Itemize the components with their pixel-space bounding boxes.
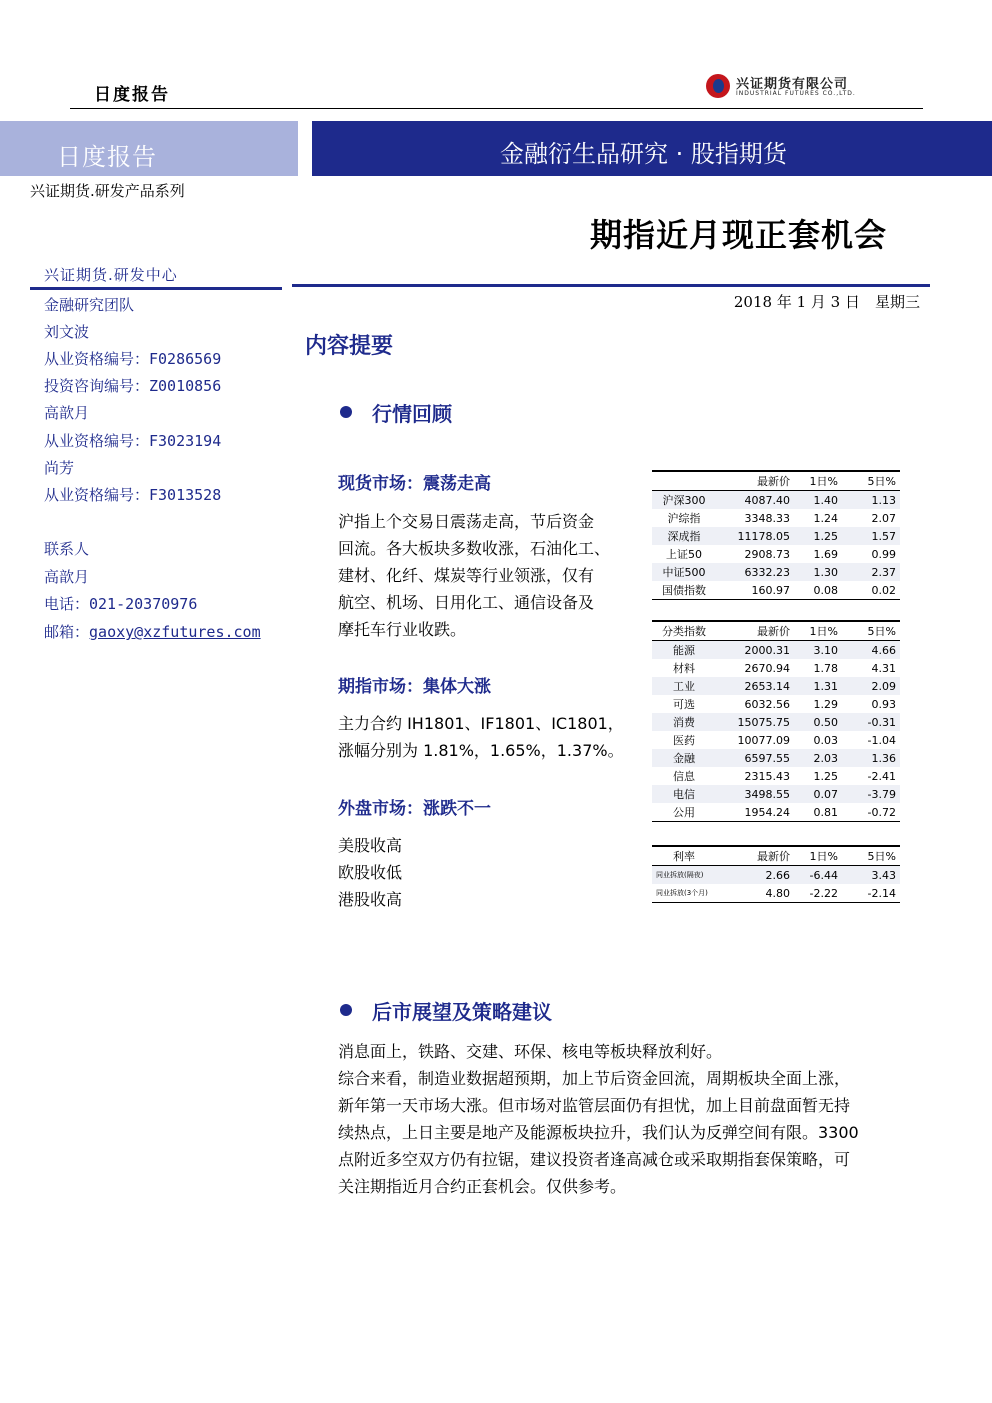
table-row [652,563,900,581]
table-header-row [652,846,900,866]
column-header: 1日% [809,475,838,488]
table-cell: 1.25 [813,769,838,783]
table-row [652,713,900,731]
table-cell: 2.03 [813,751,838,765]
table-cell: 0.07 [813,787,838,801]
summary-title: 内容提要 [305,334,394,359]
column-header: 最新价 [757,850,790,863]
table-cell: 金融 [673,752,695,765]
text-line: 点附近多空双方仍有拉锯，建议投资者逢高减仓或采取期指套保策略，可 [338,1150,851,1169]
sidebar-rule [30,287,282,290]
table-cell: 0.08 [813,583,838,597]
table-cell: 11178.05 [737,529,790,543]
text-line: 续热点，上日主要是地产及能源板块拉升，我们认为反弹空间有限。3300 [338,1123,859,1142]
column-header: 1日% [809,625,838,638]
text-line: 综合来看，制造业数据超预期，加上节后资金回流，周期板块全面上涨， [338,1069,851,1088]
page-title: 期指近月现正套机会 [590,216,888,254]
table-cell: 1.57 [871,529,896,543]
table-cell: 1.24 [813,511,838,525]
header-rule [70,108,923,109]
sector-table [652,620,900,822]
table-cell: 3498.55 [744,787,790,801]
table-cell: 上证50 [666,548,702,561]
team-name: 金融研究团队 [44,296,135,314]
table-cell: -6.44 [809,868,838,882]
table-cell: 1.69 [813,547,838,561]
table-cell: 中证500 [662,566,706,579]
text-line: 关注期指近月合约正套机会。仅供参考。 [338,1177,627,1196]
table-cell: 0.02 [871,583,896,597]
table-cell: -2.22 [809,886,838,900]
table-cell: 1.40 [813,493,838,507]
license-number: 从业资格编号：F0286569 [44,350,222,368]
table-row [652,866,900,885]
table-row [652,731,900,749]
table-row [652,767,900,785]
table-row [652,803,900,822]
report-type-label: 日度报告 [94,85,170,105]
table-row [652,581,900,600]
contact-label: 联系人 [44,540,90,558]
table-cell: 沪深300 [662,494,706,507]
spot-market-heading: 现货市场：震荡走高 [338,474,491,494]
banner-right-text: 金融衍生品研究 · 股指期货 [500,140,787,168]
table-cell: 2.66 [765,868,790,882]
table-row [652,527,900,545]
table-row [652,884,900,903]
text-line: 回流。各大板块多数收涨，石油化工、 [338,539,611,558]
table-cell: 6032.56 [744,697,790,711]
table-cell: 1.29 [813,697,838,711]
text-line: 涨幅分别为 1.81%，1.65%，1.37%。 [338,741,624,760]
table-cell: 医药 [673,734,695,747]
table-cell: 1.31 [813,679,838,693]
table-cell: 信息 [673,770,695,783]
company-logo [706,72,896,104]
table-cell: -2.14 [867,886,896,900]
table-cell: 0.81 [813,805,838,819]
table-cell: 0.50 [813,715,838,729]
report-date: 2018 年 1 月 3 日 星期三 [733,293,920,311]
table-cell: 1.36 [871,751,896,765]
logo-icon [706,74,730,98]
table-cell: 4.80 [765,886,790,900]
table-cell: 6332.23 [744,565,790,579]
logo-cn-text: 兴证期货有限公司 [736,77,849,92]
bullet-icon [340,1004,352,1016]
overseas-market-text [338,832,402,913]
table-cell: 1.78 [813,661,838,675]
table-cell: 沪综指 [667,512,701,525]
table-cell: 4087.40 [744,493,790,507]
analyst-name: 尚芳 [44,459,75,477]
table-cell: -0.31 [867,715,896,729]
sidebar-heading: 兴证期货.研发中心 [44,266,178,284]
table-cell: 同业拆放(3个月) [656,889,708,897]
table-cell: 工业 [673,680,695,693]
table-cell: -3.79 [867,787,896,801]
table-cell: 6597.55 [744,751,790,765]
table-row [652,491,900,510]
column-header: 5日% [867,475,896,488]
table-row [652,659,900,677]
table-cell: 同业拆放(隔夜) [656,871,704,879]
text-line: 主力合约 IH1801、IF1801、IC1801， [338,714,624,733]
table-cell: 1.13 [871,493,896,507]
text-line: 美股收高 [338,836,403,855]
table-cell: 国债指数 [662,584,706,597]
table-cell: 2670.94 [744,661,790,675]
table-row [652,695,900,713]
table-cell: -1.04 [867,733,896,747]
column-header: 5日% [867,850,896,863]
table-cell: 深成指 [667,530,701,543]
futures-market-heading: 期指市场：集体大涨 [338,677,491,697]
futures-market-text [338,710,624,764]
table-header-row [652,471,900,491]
table-cell: -0.72 [867,805,896,819]
column-header [652,471,716,491]
table-cell: 4.31 [871,661,896,675]
table-cell: 2000.31 [744,643,790,657]
text-line: 摩托车行业收跌。 [338,620,467,639]
table-row [652,749,900,767]
table-cell: 可选 [673,698,695,711]
table-cell: 10077.09 [737,733,790,747]
contact-name: 高歆月 [44,568,90,586]
table-cell: -2.41 [867,769,896,783]
text-line: 新年第一天市场大涨。但市场对监管层面仍有担忧，加上目前盘面暂无持 [338,1096,851,1115]
table-cell: 0.99 [871,547,896,561]
text-line: 港股收高 [338,890,403,909]
table-cell: 3348.33 [744,511,790,525]
section-heading-text: 行情回顾 [372,402,452,426]
table-cell: 3.10 [813,643,838,657]
contact-phone: 电话：021-20370976 [44,595,198,613]
logo-en-text: INDUSTRIAL FUTURES CO.,LTD. [736,90,856,97]
content-rule [292,284,930,287]
license-number: 从业资格编号：F3023194 [44,432,222,450]
table-row [652,785,900,803]
outlook-text [338,1038,923,1200]
banner-left-text: 日度报告 [57,143,157,171]
table-header-row [652,621,900,641]
table-cell: 2.09 [871,679,896,693]
overseas-market-heading: 外盘市场：涨跌不一 [338,799,491,819]
column-header: 最新价 [757,475,790,488]
column-header: 1日% [809,850,838,863]
table-cell: 2653.14 [744,679,790,693]
section-heading-review [340,398,452,427]
table-cell: 2.37 [871,565,896,579]
table-cell: 电信 [673,788,695,801]
contact-email-row [44,621,261,642]
table-cell: 材料 [673,662,695,675]
table-cell: 2908.73 [744,547,790,561]
table-cell: 2.07 [871,511,896,525]
table-cell: 0.93 [871,697,896,711]
bullet-icon [340,406,352,418]
table-row [652,677,900,695]
index-table [652,470,900,600]
text-line: 消息面上，铁路、交建、环保、核电等板块释放利好。 [338,1042,723,1061]
table-cell: 15075.75 [737,715,790,729]
table-cell: 1.30 [813,565,838,579]
text-line: 欧股收低 [338,863,403,882]
analyst-name: 刘文波 [44,323,90,341]
table-cell: 2315.43 [744,769,790,783]
text-line: 建材、化纤、煤炭等行业领涨，仅有 [338,566,595,585]
table-cell: 160.97 [751,583,790,597]
analyst-name: 高歆月 [44,404,90,422]
column-header: 利率 [673,850,695,863]
table-row [652,509,900,527]
series-label: 兴证期货.研发产品系列 [30,182,185,200]
table-cell: 0.03 [813,733,838,747]
rate-table [652,845,900,903]
column-header: 分类指数 [662,625,706,638]
text-line: 航空、机场、日用化工、通信设备及 [338,593,595,612]
table-cell: 公用 [673,806,695,819]
column-header: 最新价 [757,625,790,638]
text-line: 沪指上个交易日震荡走高，节后资金 [338,512,595,531]
table-cell: 能源 [673,644,695,657]
table-row [652,545,900,563]
table-cell: 1.25 [813,529,838,543]
license-number: 从业资格编号：F3013528 [44,486,222,504]
column-header: 5日% [867,625,896,638]
table-cell: 4.66 [871,643,896,657]
table-cell: 1954.24 [744,805,790,819]
email-label: 邮箱： [44,623,90,641]
table-cell: 消费 [673,716,695,729]
table-cell: 3.43 [871,868,896,882]
email-link[interactable]: gaoxy@xzfutures.com [89,623,261,641]
consult-number: 投资咨询编号：Z0010856 [44,377,222,395]
table-row [652,641,900,660]
section-heading-outlook [340,996,552,1025]
spot-market-text [338,508,610,643]
section-heading-text: 后市展望及策略建议 [372,1000,552,1024]
